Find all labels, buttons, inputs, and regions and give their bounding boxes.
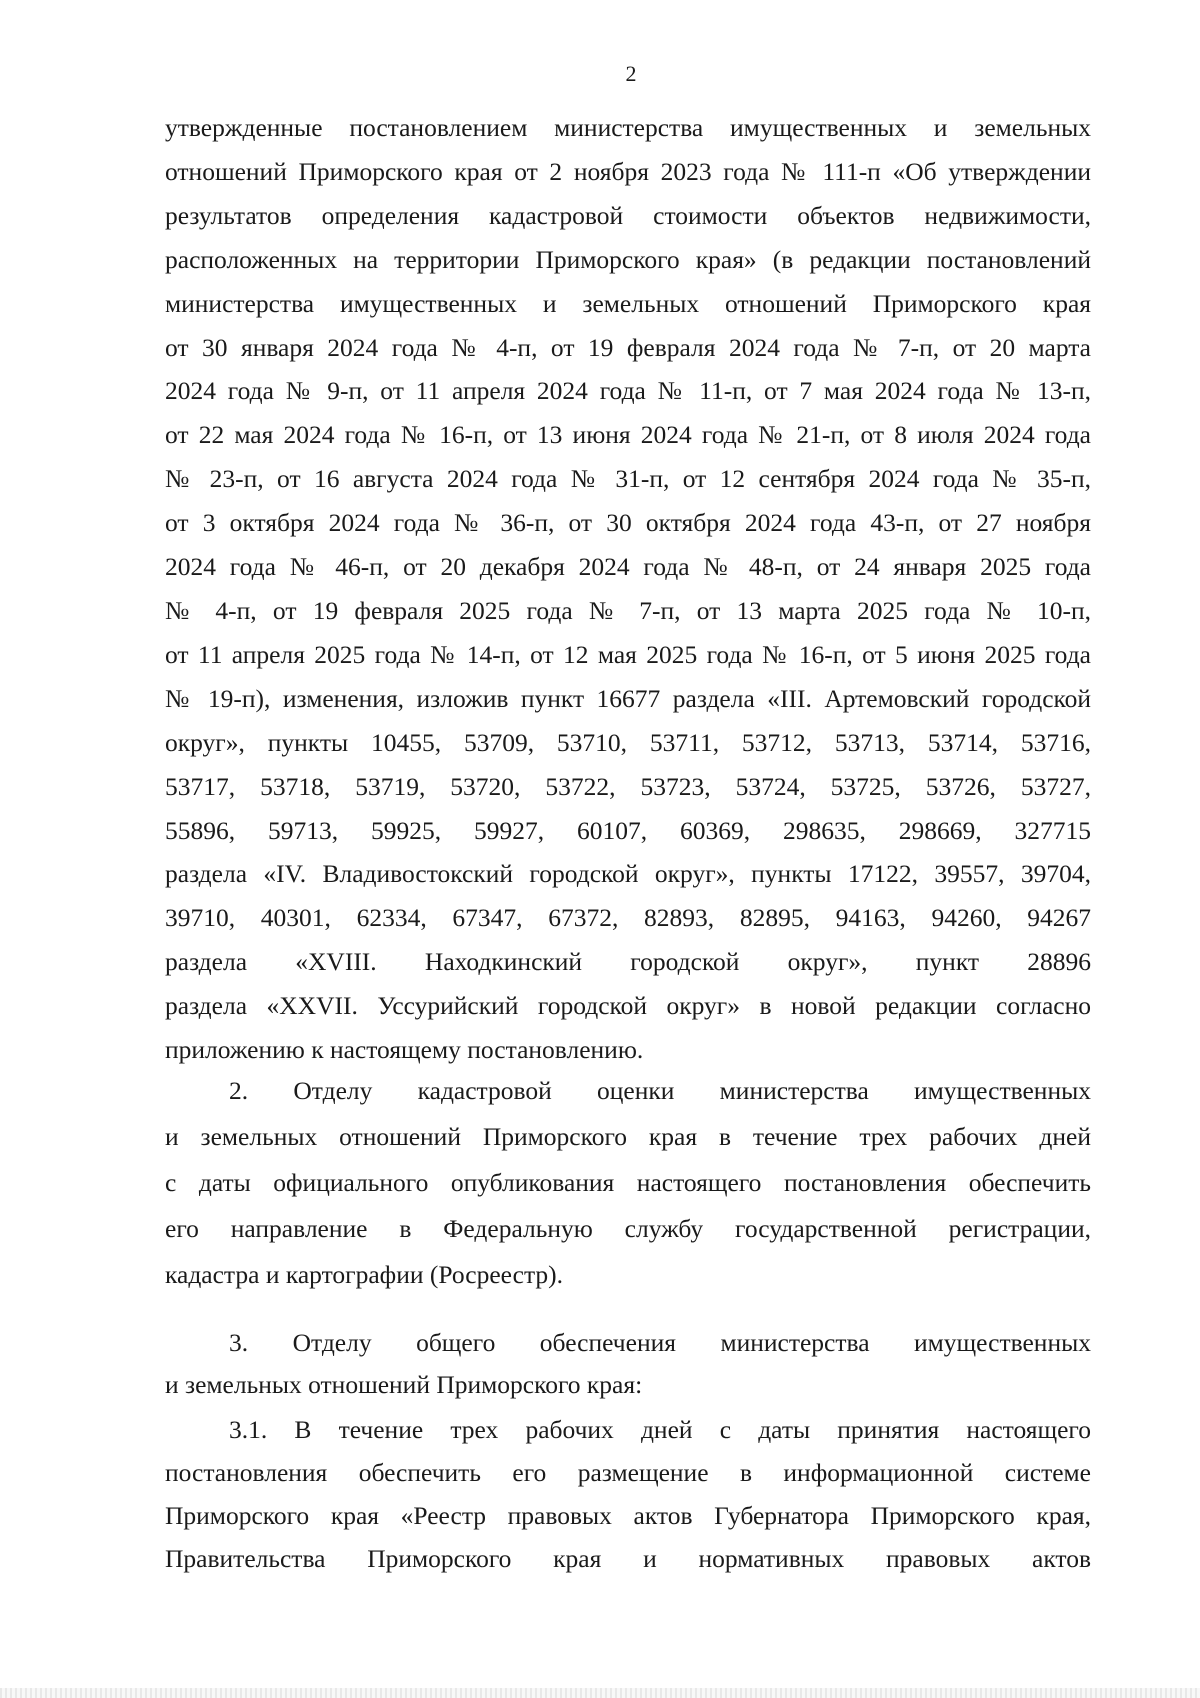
text-line: округ», пункты 10455, 53709, 53710, 53711, 53712, 53713, 53714, 53716, — [165, 727, 1091, 757]
text-line: 3. Отделу общего обеспечения министерства имущественных — [229, 1327, 1091, 1357]
document-body — [165, 106, 1091, 1580]
text-line: приложению к настоящему постановлению. — [165, 1035, 644, 1065]
paragraph-2 — [165, 1068, 1091, 1298]
text-line: 2024 года № 9-п, от 11 апреля 2024 года № 11-п, от 7 мая 2024 года № 13-п, — [165, 376, 1091, 406]
paragraph-4 — [165, 1408, 1091, 1580]
text-line: кадастра и картографии (Росреестр). — [165, 1259, 564, 1289]
text-line: отношений Приморского края от 2 ноября 2023 года № 111-п «Об утверждении — [165, 156, 1091, 186]
text-line: 55896, 59713, 59925, 59927, 60107, 60369, 298635, 298669, 327715 — [165, 815, 1091, 845]
text-line: от 22 мая 2024 года № 16-п, от 13 июня 2024 года № 21-п, от 8 июля 2024 года — [165, 420, 1091, 450]
text-line: раздела «XXVII. Уссурийский городской округ» в новой редакции согласно — [165, 991, 1091, 1021]
text-line: Приморского края «Реестр правовых актов Губернатора Приморского края, — [165, 1500, 1091, 1530]
scan-edge — [0, 1688, 1200, 1698]
text-line: его направление в Федеральную службу государственной регистрации, — [165, 1213, 1091, 1243]
text-line: от 30 января 2024 года № 4-п, от 19 февраля 2024 года № 7-п, от 20 марта — [165, 332, 1091, 362]
text-line: № 4-п, от 19 февраля 2025 года № 7-п, от 13 марта 2025 года № 10-п, — [165, 595, 1091, 625]
text-line: расположенных на территории Приморского края» (в редакции постановлений — [165, 244, 1091, 274]
text-line: от 3 октября 2024 года № 36-п, от 30 октября 2024 года 43-п, от 27 ноября — [165, 508, 1091, 538]
page-number: 2 — [625, 61, 637, 86]
text-line: 2024 года № 46-п, от 20 декабря 2024 года № 48-п, от 24 января 2025 года — [165, 552, 1091, 582]
text-line: и земельных отношений Приморского края в течение трех рабочих дней — [165, 1121, 1091, 1151]
paragraph-1 — [165, 106, 1091, 1072]
text-line: министерства имущественных и земельных отношений Приморского края — [165, 288, 1091, 318]
text-line: раздела «IV. Владивостокский городской округ», пункты 17122, 39557, 39704, — [165, 859, 1091, 889]
text-line: Правительства Приморского края и нормативных правовых актов — [165, 1543, 1091, 1573]
text-line: № 23-п, от 16 августа 2024 года № 31-п, от 12 сентября 2024 года № 35-п, — [165, 464, 1091, 494]
text-line: 3.1. В течение трех рабочих дней с даты принятия настоящего — [229, 1414, 1091, 1444]
text-line: и земельных отношений Приморского края: — [165, 1369, 643, 1399]
text-line: с даты официального опубликования настоящего постановления обеспечить — [165, 1167, 1091, 1197]
text-line: 39710, 40301, 62334, 67347, 67372, 82893, 82895, 94163, 94260, 94267 — [165, 903, 1091, 933]
text-line: постановления обеспечить его размещение в информационной системе — [165, 1457, 1091, 1487]
text-line: раздела «XVIII. Находкинский городской округ», пункт 28896 — [165, 947, 1091, 977]
text-line: утвержденные постановлением министерства имущественных и земельных — [165, 113, 1091, 142]
text-line: от 11 апреля 2025 года № 14-п, от 12 мая 2025 года № 16-п, от 5 июня 2025 года — [165, 639, 1091, 669]
text-line: результатов определения кадастровой стоимости объектов недвижимости, — [165, 200, 1091, 230]
text-line: № 19-п), изменения, изложив пункт 16677 раздела «III. Артемовский городской — [165, 683, 1091, 713]
text-line: 2. Отделу кадастровой оценки министерства имущественных — [229, 1075, 1091, 1105]
paragraph-3 — [165, 1322, 1091, 1406]
text-line: 53717, 53718, 53719, 53720, 53722, 53723, 53724, 53725, 53726, 53727, — [165, 771, 1091, 801]
